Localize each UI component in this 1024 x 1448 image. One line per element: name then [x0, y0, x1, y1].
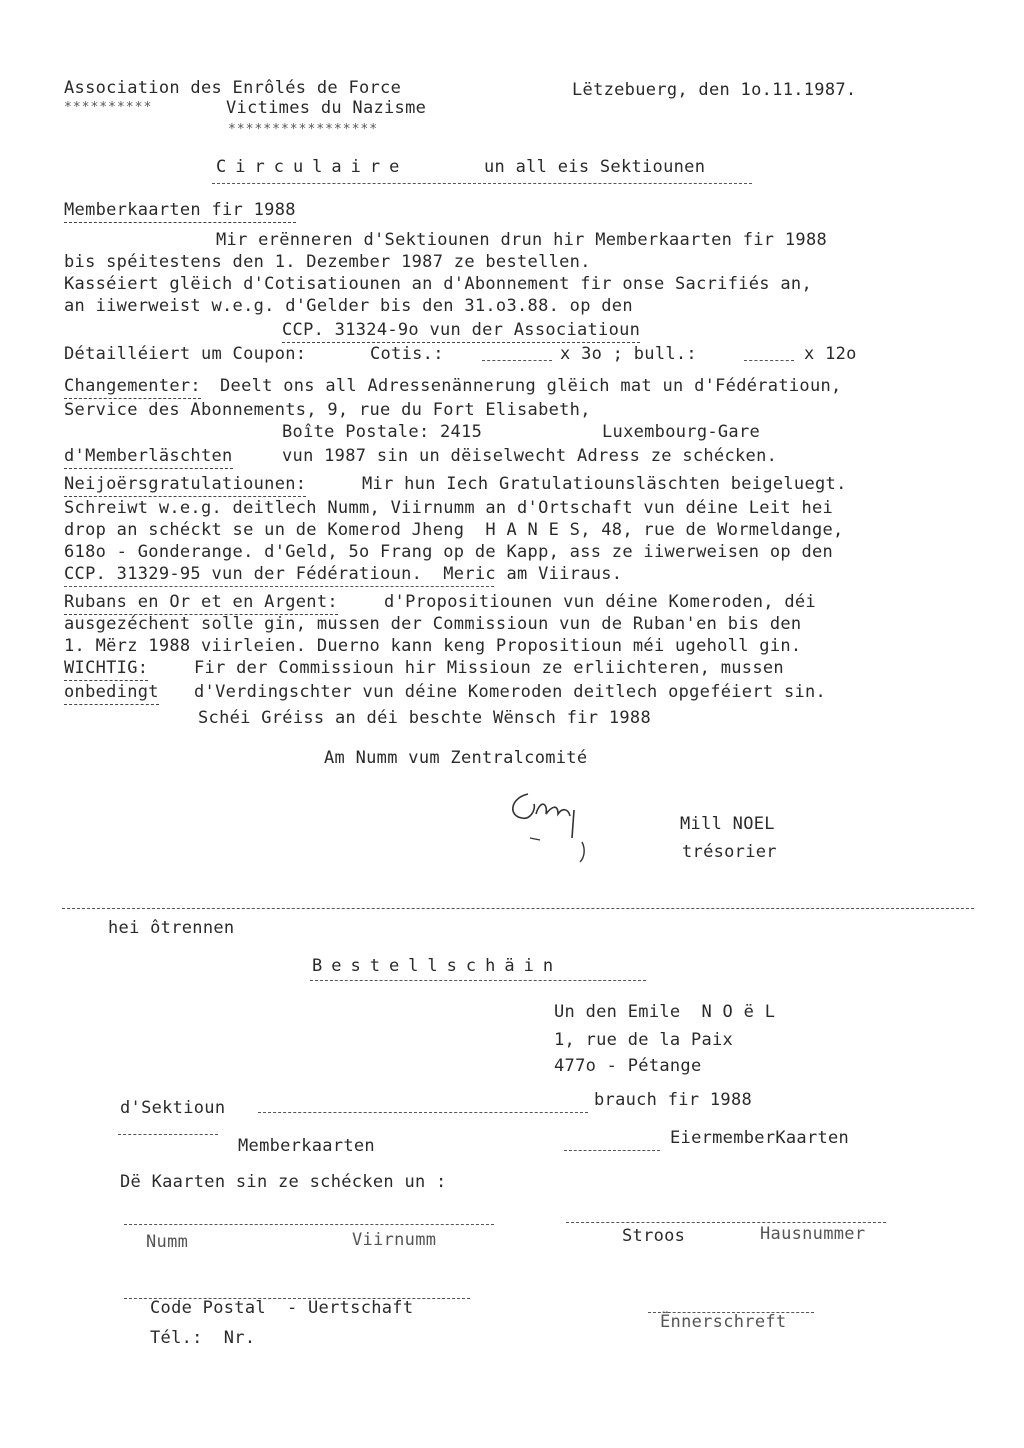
tel-label: Tél.: Nr.: [150, 1328, 256, 1348]
cotis-label: Cotis.:: [370, 344, 444, 364]
member-label: Memberkaarten: [238, 1136, 375, 1156]
stars-decoration-1: **********: [64, 100, 153, 115]
s4-line3: drop an schéckt se un de Komerod Jheng H A N E S, 48, rue de Wormeldange,: [64, 520, 844, 540]
s4-line4: 618o - Gonderange. d'Geld, 5o Frang op de Kapp, ass ze iiwerweisen op den: [64, 542, 834, 562]
ccp-association: CCP. 31324-9o vun der Associatioun: [282, 320, 640, 343]
s1-line3: Kasséiert glëich d'Cotisatiounen an d'Abonnement fir onse Sacrifiés an,: [64, 274, 812, 294]
heading-wichtig: WICHTIG:: [64, 658, 148, 681]
s2-line3b: Luxembourg-Gare: [602, 422, 761, 442]
cutoff-label: hei ôtrennen: [108, 918, 235, 938]
brauch-label: brauch fir 1988: [594, 1090, 753, 1110]
bull-label: x 3o ; bull.:: [560, 344, 697, 364]
title-underline: [212, 183, 752, 184]
s2-line2: Service des Abonnements, 9, rue du Fort Elisabeth,: [64, 400, 591, 420]
s1-line4: an iiwerweist w.e.g. d'Gelder bis den 31.o3.88. op den: [64, 296, 633, 316]
order-title: Bestellschäin: [312, 956, 563, 976]
title-rest: un all eis Sektiounen: [484, 157, 706, 177]
address-line2: 1, rue de la Paix: [554, 1030, 734, 1050]
org-name-line2: Victimes du Nazisme: [226, 98, 427, 118]
address-line1: Un den Emile N O ë L: [554, 1002, 776, 1022]
s4-line5: CCP. 31329-95 vun der Fédératioun. Meric am Viiraus.: [64, 564, 623, 584]
s1-line2: bis spéitestens den 1. Dezember 1987 ze bestellen.: [64, 252, 591, 272]
bull-rate: x 12o: [804, 344, 857, 364]
place-date: Lëtzebuerg, den 1o.11.1987.: [572, 80, 857, 100]
heading-rubans: Rubans en Or et en Argent:: [64, 592, 338, 615]
s1-line1: Mir erënneren d'Sektiounen drun hir Memberkaarten fir 1988: [216, 230, 828, 250]
coupon-label: Détailléiert um Coupon:: [64, 344, 307, 364]
cutoff-line: [62, 908, 974, 909]
address-line3: 477o - Pétange: [554, 1056, 702, 1076]
bull-blank: [744, 360, 794, 361]
s5-line1: d'Propositiounen vun déine Komeroden, déi: [384, 592, 816, 612]
s5-line3: 1. Mërz 1988 viirleien. Duerno kann keng Propositioun méi ugeholl gin.: [64, 636, 802, 656]
s6-line1: Fir der Commissioun hir Missioun ze erliichteren, mussen: [194, 658, 784, 678]
s2-line1: Deelt ons all Adressenännerung glëich mat un d'Fédératioun,: [220, 376, 842, 396]
heading-onbedingt: onbedingt: [64, 682, 159, 705]
stars-decoration-2: *****************: [228, 122, 379, 137]
heading-neijoersgratulatiounen: Neijoërsgratulatiounen:: [64, 474, 306, 497]
closing-greeting: Schéi Gréiss an déi beschte Wënsch fir 1988: [198, 708, 651, 728]
s4-line1: Mir hun Iech Gratulatiounsläschten beigeluegt.: [362, 474, 847, 494]
order-title-underline: [310, 980, 646, 981]
code-postal-label: Code Postal - Uertschaft: [150, 1298, 414, 1318]
name-blank: [124, 1224, 494, 1225]
heading-memberlaeschten: d'Memberläschten: [64, 446, 233, 469]
eiermember-label: EiermemberKaarten: [670, 1128, 850, 1148]
viirnumm-label: Viirnumm: [352, 1230, 437, 1250]
cotis-blank: [482, 360, 552, 361]
sektioun-blank: [258, 1112, 588, 1113]
org-name-line1: Association des Enrôlés de Force: [64, 78, 402, 98]
handwritten-signature: [500, 780, 620, 870]
heading-changementer: Changementer:: [64, 376, 201, 399]
signer-name: Mill NOEL: [680, 814, 775, 834]
title-circulaire: Circulaire: [216, 157, 409, 177]
signature-intro: Am Numm vum Zentralcomité: [324, 748, 588, 768]
s4-line2: Schreiwt w.e.g. deitlech Numm, Viirnumm an d'Ortschaft vun déine Leit hei: [64, 498, 834, 518]
signer-role: trésorier: [682, 842, 777, 862]
street-blank: [566, 1222, 886, 1223]
member-count-blank: [118, 1134, 218, 1135]
stroos-label: Stroos: [622, 1226, 686, 1246]
s3-rest: vun 1987 sin un dëiselwecht Adress ze schécken.: [282, 446, 778, 466]
numm-label: Numm: [146, 1232, 189, 1252]
sektioun-label: d'Sektioun: [120, 1098, 226, 1118]
eiermember-count-blank: [564, 1150, 660, 1151]
hausnummer-label: Hausnummer: [760, 1224, 866, 1244]
s5-line2: ausgezéchent solle gin, mussen der Commissioun vun de Ruban'en bis den: [64, 614, 802, 634]
heading-memberkaarten: Memberkaarten fir 1988: [64, 200, 296, 223]
send-to-label: Dë Kaarten sin ze schécken un :: [120, 1172, 447, 1192]
ccp-federatioun-underline: [64, 586, 494, 587]
ennerschreft-label: Ënnerschreft: [660, 1312, 787, 1332]
s2-line3a: Boîte Postale: 2415: [282, 422, 483, 442]
s6-line2: d'Verdingschter vun déine Komeroden deitlech opgeféiert sin.: [194, 682, 827, 702]
